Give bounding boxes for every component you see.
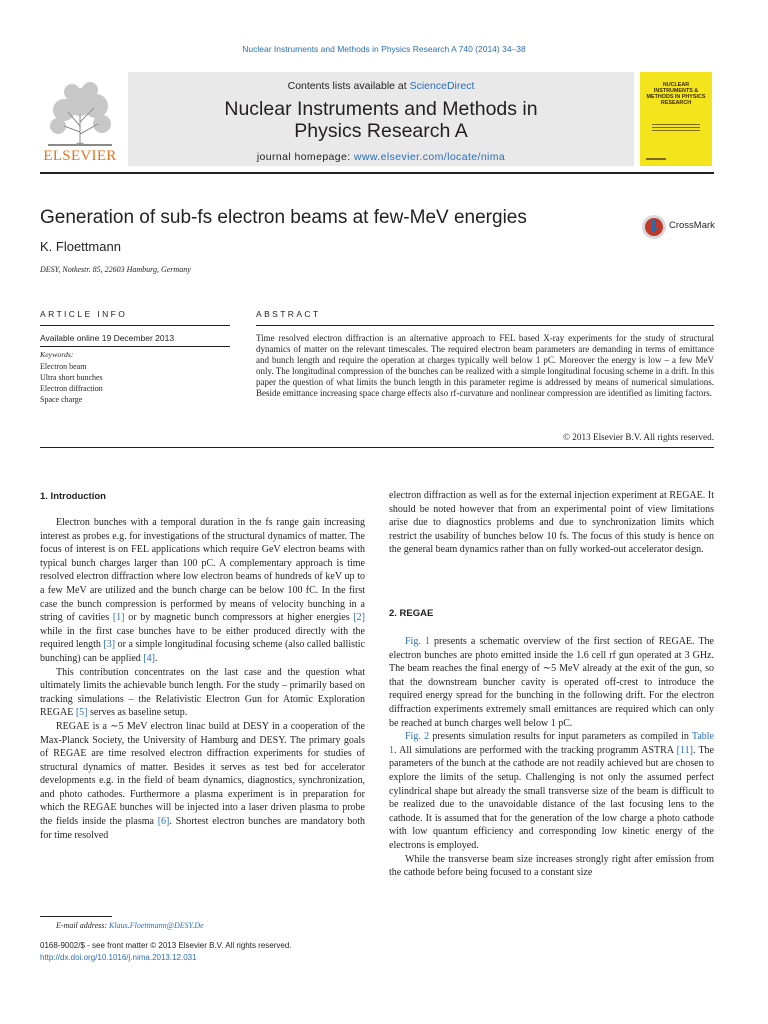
keyword-item: Ultra short bunches bbox=[40, 373, 103, 382]
journal-title-line1: Nuclear Instruments and Methods in bbox=[224, 98, 538, 120]
section-2-heading: 2. REGAE bbox=[389, 608, 434, 619]
ref-link-1[interactable]: [1] bbox=[112, 612, 125, 624]
contents-prefix: Contents lists available at bbox=[287, 80, 410, 92]
keywords-label: Keywords: bbox=[40, 350, 74, 359]
crossmark-badge[interactable] bbox=[641, 214, 715, 240]
journal-cover-thumbnail[interactable] bbox=[640, 72, 712, 166]
elsevier-wordmark[interactable]: ELSEVIER bbox=[43, 148, 117, 164]
keyword-item: Electron beam bbox=[40, 362, 87, 371]
ref-link-2[interactable]: [2] bbox=[353, 612, 365, 624]
article-title: Generation of sub-fs electron beams at few-MeV energies bbox=[40, 207, 527, 228]
available-rule bbox=[40, 346, 230, 347]
keyword-item: Electron diffraction bbox=[40, 384, 103, 393]
article-info-rule bbox=[40, 325, 230, 326]
homepage-prefix: journal homepage: bbox=[256, 151, 354, 163]
doi-link-text[interactable]: http://dx.doi.org/10.1016/j.nima.2013.12.031 bbox=[40, 953, 197, 962]
fig-1-link[interactable]: Fig. 1 bbox=[405, 636, 430, 647]
abstract-copyright: © 2013 Elsevier B.V. All rights reserved. bbox=[563, 432, 714, 442]
homepage-link[interactable]: www.elsevier.com/locate/nima bbox=[353, 151, 506, 163]
issn-line: 0168-9002/$ - see front matter © 2013 Elsevier B.V. All rights reserved. bbox=[40, 941, 292, 950]
intro-paragraph-2: This contribution concentrates on the last case and the question what ultimately limits the achievable bunch length. For the study – primarily based on tracking simulations – the Relativistic Electron Gun for Atomic Exploration REGAE [5] serves as baseline setup. bbox=[40, 666, 365, 719]
cover-text-lines bbox=[652, 124, 700, 133]
abstract-rule bbox=[256, 325, 714, 326]
abstract-text: Time resolved electron diffraction is an alternative approach to FEL based X-ray experiments for the study of structural dynamics of matter on the relevant timescales. The required electron beam parameters are demanding in terms of emittance and bunch length and require the operation at charges typically well below 1 pC. Moreover the energy is low – a few MeV only. The longitudinal compression of the bunches can be realized with a simple longitudinal focusing scheme in a drift. In this paper the question of what limits the bunch length in this parameter regime is addressed by means of numerical simulations. Beside emittance increasing space charge effects also rf-curvature and nonlinear compression are identified as limiting factors. bbox=[256, 333, 714, 399]
left-column bbox=[40, 516, 365, 842]
ref-link-5[interactable]: [5] bbox=[75, 707, 88, 719]
fig-2-link[interactable]: Fig. 2 bbox=[405, 731, 430, 743]
journal-homepage bbox=[128, 151, 634, 163]
abstract-heading: ABSTRACT bbox=[256, 309, 321, 319]
cover-title: NUCLEAR INSTRUMENTS & METHODS IN PHYSICS RESEARCH bbox=[646, 82, 706, 106]
article-author: K. Floettmann bbox=[40, 239, 121, 254]
article-info-heading: ARTICLE INFO bbox=[40, 309, 128, 319]
regae-paragraph-2: Fig. 2 presents simulation results for input parameters as compiled in Table 1. All simulations are performed with the tracking programm ASTRA [11]. The parameters of the bunch at the cathode are not readily achieved but are chosen to explore the limits of the setup. Challenging is not only the assumed perfect cylindrical shape but already the small transverse size of the beam is difficult to be realized due to the unavoidable distance of the last focusing lens to the cathode. It is assumed that for the generation of the low charge a photo cathode with low quantum efficiency and corresponding low kinetic energy of the electrons is employed. bbox=[389, 731, 714, 851]
abstract-bottom-rule bbox=[40, 447, 714, 448]
contents-available bbox=[128, 80, 634, 92]
table-1-link[interactable]: Table 1 bbox=[389, 731, 714, 756]
email-footnote bbox=[56, 921, 204, 930]
ref-link-4[interactable]: [4] bbox=[143, 652, 155, 664]
ref-link-11[interactable]: [11] bbox=[676, 744, 693, 756]
crossmark-icon bbox=[641, 214, 667, 240]
section-1-heading: 1. Introduction bbox=[40, 491, 106, 502]
sciencedirect-link[interactable]: ScienceDirect bbox=[409, 80, 475, 92]
journal-title bbox=[128, 98, 634, 142]
keywords-list bbox=[40, 361, 103, 405]
crossmark-label: CrossMark bbox=[669, 220, 715, 231]
cover-footer-mark bbox=[646, 158, 666, 160]
doi-link[interactable] bbox=[40, 953, 197, 962]
keyword-item: Space charge bbox=[40, 395, 83, 404]
footnote-rule bbox=[40, 916, 112, 917]
right-column bbox=[389, 635, 714, 880]
available-online: Available online 19 December 2013 bbox=[40, 333, 175, 343]
ref-link-6[interactable]: [6] bbox=[157, 816, 170, 828]
journal-title-line2: Physics Research A bbox=[294, 120, 468, 142]
email-label: E-mail address: bbox=[56, 921, 110, 930]
author-affiliation: DESY, Notkestr. 85, 22603 Hamburg, Germany bbox=[40, 265, 191, 274]
journal-citation[interactable]: Nuclear Instruments and Methods in Physics Research A 740 (2014) 34–38 bbox=[242, 44, 526, 54]
header-rule bbox=[40, 172, 714, 174]
regae-paragraph-1: Fig. 1 presents a schematic overview of the first section of REGAE. The electron bunches are photo emitted inside the 1.6 cell rf gun operated at 3 GHz. The beam reaches the final energy of ∼5 MeV already at the exit of the gun, so that the downstream buncher cavity is operated off-crest to introduce the required energy spread for the bunching in the following drift. For the electron diffraction experiments extremely small emittances are required which can only be reached at bunch charges well below 1 pC. bbox=[389, 636, 715, 729]
intro-continuation: electron diffraction as well as for the external injection experiment at REGAE. It should be noted however that from an experimental point of view limitations arise due to diagnostics problems and due to synchronization limits which restrict the usability of bunches below 10 fs. The focus of this study is hence on the general beam dynamics rather than on fully worked-out accelerator design. bbox=[389, 490, 714, 556]
email-link[interactable]: Klaus.Floettmann@DESY.De bbox=[109, 921, 204, 930]
ref-link-3[interactable]: [3] bbox=[103, 639, 116, 651]
intro-paragraph-3: REGAE is a ∼5 MeV electron linac build at DESY in a cooperation of the Max-Planck Society, the University of Hamburg and DESY. The primary goals of REGAE are time resolved electron diffraction experiments for studies of structural dynamics of matter. Besides it serves as test bed for accelerator developments e.g. in the field of beam dynamics, diagnostics, synchronization, and photo cathodes. Furthermore a plasma experiment is in preparation for which the REGAE bunches will be injected into a laser driven plasma to probe the fields inside the plasma [6]. Shortest electron bunches are mandatory both for time resolved bbox=[40, 720, 365, 841]
regae-paragraph-3: While the transverse beam size increases strongly right after emission from the cathode before being focused to a constant size bbox=[389, 853, 714, 879]
intro-paragraph-1: Electron bunches with a temporal duration in the fs range gain increasing interest as probes e.g. for investigations of the structural dynamics of matter. The focus of interest is on FEL applications which require GeV electron beams with typical bunch charges larger than 100 pC. A complementary approach is time resolved electron diffraction where low electron beams of hundreds of keV up to a few MeV are utilized and the bunch charge can be below 100 fC. In the first case the bunch compression is performed by means of velocity bunching in a string of cavities [1] or by magnetic bunch compressors at higher energies [2] while in the first case bunches have to be either produced directly with the required length [3] or a simple longitudinal focusing scheme (also called ballistic bunching) can be applied [4]. bbox=[40, 517, 365, 664]
right-column-top bbox=[389, 489, 714, 557]
